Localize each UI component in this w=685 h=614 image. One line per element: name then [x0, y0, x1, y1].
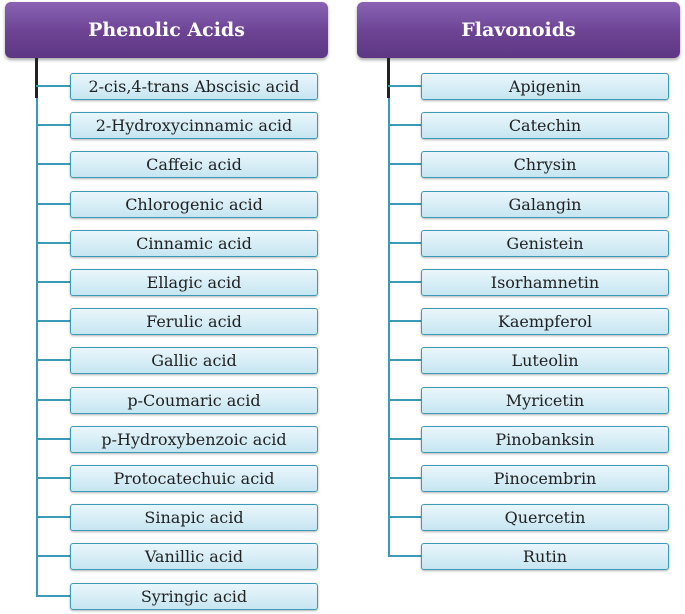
phenolic-acids-connector-top — [35, 58, 38, 98]
connector-branch — [388, 85, 421, 87]
connector-branch — [36, 242, 70, 244]
connector-branch — [388, 203, 421, 205]
flavonoids-connector-top — [387, 58, 390, 98]
phenolic-acids-item: p-Coumaric acid — [70, 387, 318, 414]
connector-branch — [36, 438, 70, 440]
phenolic-acids-item: Syringic acid — [70, 583, 318, 610]
connector-branch — [388, 477, 421, 479]
flavonoids-item: Genistein — [421, 230, 669, 257]
connector-branch — [388, 516, 421, 518]
flavonoids-item: Galangin — [421, 191, 669, 218]
connector-branch — [388, 163, 421, 165]
flavonoids-connector-trunk — [388, 58, 390, 557]
connector-branch — [388, 438, 421, 440]
phenolic-acids-item: p-Hydroxybenzoic acid — [70, 426, 318, 453]
flavonoids-header: Flavonoids — [357, 2, 680, 58]
flavonoids-item: Rutin — [421, 543, 669, 570]
phenolic-acids-item: Ferulic acid — [70, 308, 318, 335]
flavonoids-item: Pinocembrin — [421, 465, 669, 492]
connector-branch — [388, 359, 421, 361]
flavonoids-item: Chrysin — [421, 151, 669, 178]
flavonoids-item: Apigenin — [421, 73, 669, 100]
phenolic-acids-item: Sinapic acid — [70, 504, 318, 531]
phenolic-acids-item: 2-cis,4-trans Abscisic acid — [70, 73, 318, 100]
flavonoids-item: Quercetin — [421, 504, 669, 531]
connector-branch — [388, 242, 421, 244]
phenolic-acids-item: Chlorogenic acid — [70, 191, 318, 218]
connector-branch — [36, 281, 70, 283]
connector-branch — [388, 320, 421, 322]
phenolic-acids-item: Gallic acid — [70, 347, 318, 374]
phenolic-acids-item: Protocatechuic acid — [70, 465, 318, 492]
phenolic-acids-item: 2-Hydroxycinnamic acid — [70, 112, 318, 139]
flavonoids-item: Catechin — [421, 112, 669, 139]
connector-branch — [36, 477, 70, 479]
connector-branch — [36, 163, 70, 165]
connector-branch — [36, 516, 70, 518]
connector-branch — [36, 203, 70, 205]
connector-branch — [36, 399, 70, 401]
connector-branch — [388, 399, 421, 401]
phenolic-acids-item: Vanillic acid — [70, 543, 318, 570]
connector-branch — [388, 124, 421, 126]
flavonoids-item: Myricetin — [421, 387, 669, 414]
flavonoids-item: Isorhamnetin — [421, 269, 669, 296]
flavonoids-item: Luteolin — [421, 347, 669, 374]
connector-branch — [36, 85, 70, 87]
connector-branch — [36, 124, 70, 126]
phenolic-acids-item: Ellagic acid — [70, 269, 318, 296]
phenolic-acids-item: Cinnamic acid — [70, 230, 318, 257]
connector-branch — [36, 359, 70, 361]
phenolic-acids-item: Caffeic acid — [70, 151, 318, 178]
connector-branch — [36, 555, 70, 557]
connector-branch — [36, 320, 70, 322]
connector-branch — [388, 555, 421, 557]
connector-branch — [388, 281, 421, 283]
phenolic-acids-header: Phenolic Acids — [5, 2, 328, 58]
flavonoids-item: Pinobanksin — [421, 426, 669, 453]
connector-branch — [36, 595, 70, 597]
flavonoids-item: Kaempferol — [421, 308, 669, 335]
